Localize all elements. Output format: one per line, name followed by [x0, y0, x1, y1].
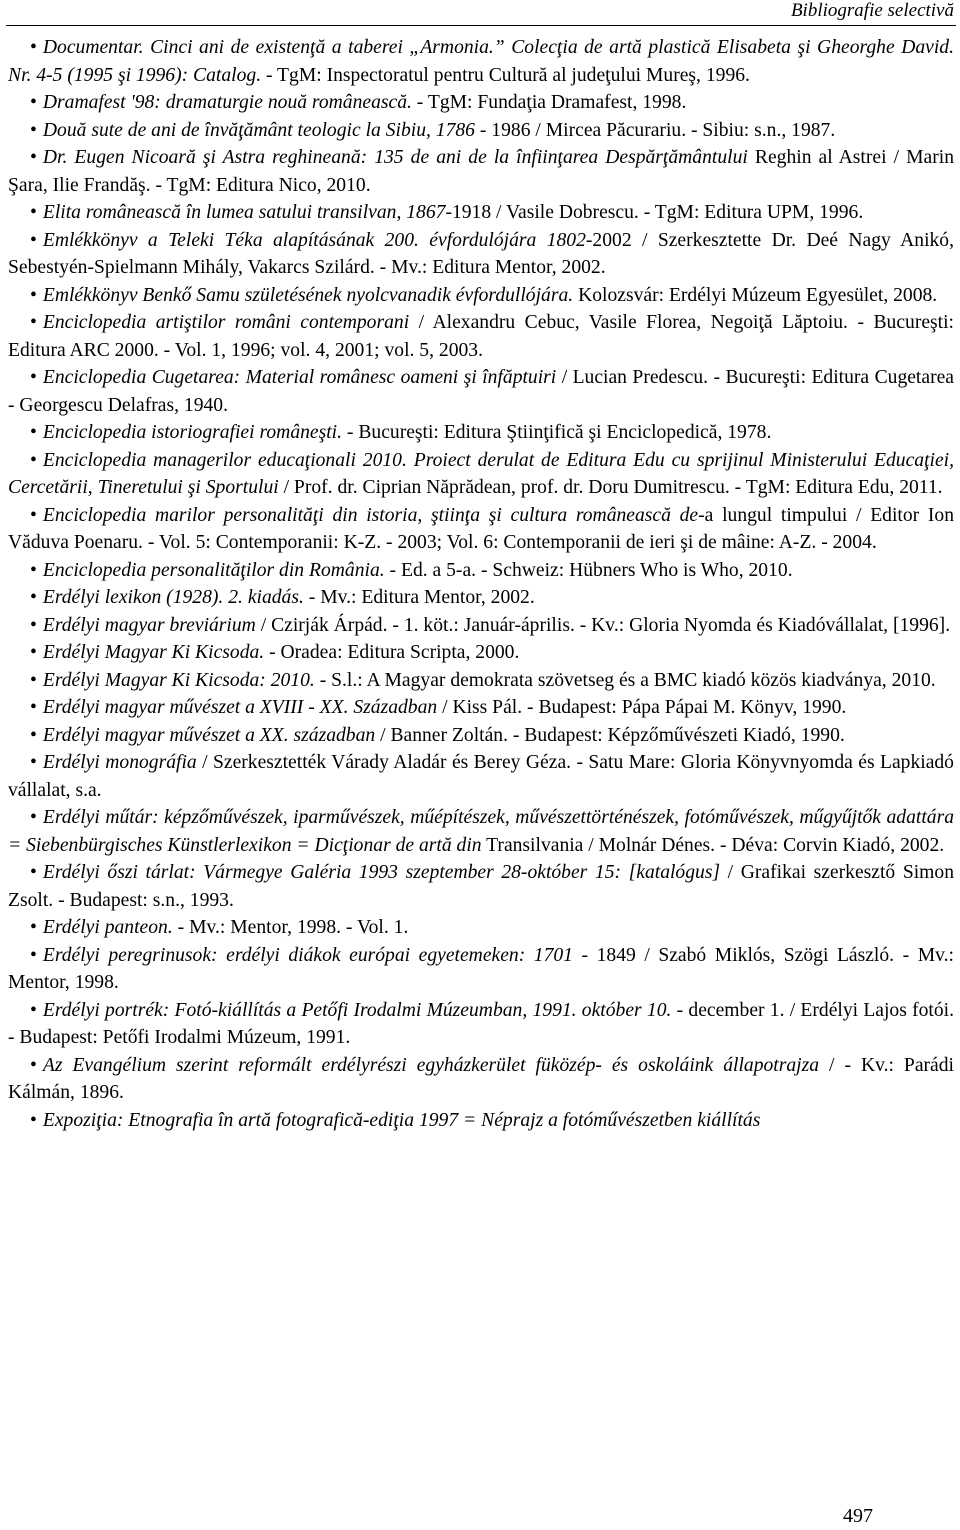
- entry-details: / Grafikai szerkesztő Simon Zsolt. - Budapest: s.n., 1993.: [8, 862, 954, 911]
- entry-details: -2002 / Szerkesztette Dr. Deé Nagy Anikó, Sebestyén-Spielmann Mihály, Vakarcs Szilárd. - Mv.: Editura Mentor, 2002.: [8, 229, 954, 278]
- entry-details: - 1849 / Szabó Miklós, Szögi László. - Mv.: Mentor, 1998.: [8, 944, 954, 993]
- bullet-icon: •: [30, 697, 37, 718]
- bibliography-entry: [8, 694, 954, 722]
- entry-details: - TgM: Inspectoratul pentru Cultură al judeţului Mureş, 1996.: [261, 64, 750, 86]
- entry-title: Enciclopedia managerilor educaţionali 2010. Proiect derulat de Editura Edu cu sprijinul Ministerului Educaţiei, Cercetării, Tineretului şi Sportului: [8, 449, 954, 498]
- bullet-icon: •: [30, 614, 37, 636]
- bibliography-entry: [8, 364, 954, 419]
- entry-title: Erdélyi őszi tárlat: Vármegye Galéria 1993 szeptember 28-október 15: [katalógus]: [42, 862, 721, 883]
- bullet-icon: •: [30, 202, 37, 223]
- bullet-icon: •: [30, 312, 37, 333]
- bullet-icon: •: [30, 147, 37, 168]
- entry-details: - TgM: Fundaţia Dramafest, 1998.: [411, 92, 687, 113]
- entry-title: Enciclopedia personalităţilor din România.: [42, 559, 385, 581]
- bibliography-entry: [8, 309, 954, 364]
- entry-title: Erdélyi lexikon (1928). 2. kiadás.: [42, 587, 304, 608]
- bullet-icon: •: [30, 92, 37, 113]
- entry-details: / Banner Zoltán. - Budapest: Képzőművészeti Kiadó, 1990.: [375, 724, 845, 746]
- entry-details: - Oradea: Editura Scripta, 2000.: [264, 642, 520, 663]
- entry-details: / Czirják Árpád. - 1. köt.: Január-április. - Kv.: Gloria Nyomda és Kiadóvállalat, [1996].: [255, 614, 951, 636]
- entry-details: Kolozsvár: Erdélyi Múzeum Egyesület, 2008.: [573, 284, 938, 306]
- entry-title: Erdélyi magyar breviárium: [42, 614, 256, 636]
- bullet-icon: •: [30, 559, 37, 581]
- entry-details: - Mv.: Editura Mentor, 2002.: [303, 587, 535, 608]
- entry-title: Erdélyi műtár: képzőművészek, iparművészek, műépítészek, művészettörténészek, fotóművészek, műgyűjtők adattára = Siebenbürgisches Künstlerlexikon = Dicţionar de artă din: [8, 807, 954, 856]
- entry-details: / Szerkesztették Várady Aladár és Berey Géza. - Satu Mare: Gloria Könyvnyomda és Lapkiadó vállalat, s.a.: [8, 752, 954, 801]
- bullet-icon: •: [30, 119, 37, 141]
- entry-details: - Bucureşti: Editura Ştiinţifică şi Enciclopedică, 1978.: [342, 422, 772, 443]
- bibliography-entry: [8, 584, 954, 612]
- entry-title: Elita românească în lumea satului transilvan, 1867: [42, 202, 446, 223]
- bibliography-entry: [8, 749, 954, 804]
- bibliography-entry: [8, 502, 954, 557]
- bibliography-entry: [8, 282, 954, 310]
- entry-details: - 1986 / Mircea Păcurariu. - Sibiu: s.n., 1987.: [474, 119, 836, 141]
- bullet-icon: •: [30, 642, 37, 663]
- entry-details: / Prof. dr. Ciprian Năprădean, prof. dr. Doru Dumitrescu. - TgM: Editura Edu, 2011.: [278, 477, 943, 498]
- entry-title: Erdélyi magyar művészet a XVIII - XX. Században: [42, 697, 438, 718]
- entry-title: Emlékkönyv Benkő Samu születésének nyolcvanadik évfordullójára.: [42, 284, 574, 306]
- bullet-icon: •: [30, 917, 37, 938]
- bibliography-entry: [8, 117, 954, 145]
- entry-title: Emlékkönyv a Teleki Téka alapításának 200. évfordulójára 1802: [42, 229, 586, 251]
- bullet-icon: •: [30, 284, 37, 306]
- entry-title: Erdélyi panteon.: [42, 917, 173, 938]
- entry-title: Documentar. Cinci ani de existenţă a taberei „Armonia.” Colecţia de artă plastică Elisabeta şi Gheorghe David. Nr. 4-5 (1995 şi 1996): Catalog.: [8, 37, 954, 86]
- entry-title: Az Evangélium szerint reformált erdélyrészi egyházkerület füközép- és oskoláink állapotrajza: [42, 1054, 820, 1076]
- entry-title: Enciclopedia Cugetarea: Material românesc oameni şi înfăptuiri: [42, 367, 557, 388]
- entry-details: / Lucian Predescu. - Bucureşti: Editura Cugetarea - Georgescu Delafras, 1940.: [8, 367, 954, 416]
- bullet-icon: •: [30, 449, 37, 471]
- entry-title: Erdélyi portrék: Fotó-kiállítás a Petőfi Irodalmi Múzeumban, 1991. október 10.: [42, 999, 672, 1021]
- bibliography-entry: [8, 447, 954, 502]
- bullet-icon: •: [30, 807, 37, 828]
- bibliography-entry: [8, 612, 954, 640]
- bibliography-entry: [8, 1052, 954, 1107]
- entry-details: / Alexandru Cebuc, Vasile Florea, Negoiţă Lăptoiu. - Bucureşti: Editura ARC 2000. - Vol. 1, 1996; vol. 4, 2001; vol. 5, 2003.: [8, 312, 954, 361]
- bibliography-entry: [8, 667, 954, 695]
- bullet-icon: •: [30, 367, 37, 388]
- bullet-icon: •: [30, 422, 37, 443]
- bibliography-entry: [8, 997, 954, 1052]
- entry-details: - S.l.: A Magyar demokrata szövetseg és a BMC kiadó közös kiadványa, 2010.: [314, 669, 936, 691]
- header-rule: [6, 25, 956, 26]
- bullet-icon: •: [30, 999, 37, 1021]
- bullet-icon: •: [30, 724, 37, 746]
- bibliography-entry: [8, 859, 954, 914]
- bibliography-entry: [8, 419, 954, 447]
- entry-details: -1918 / Vasile Dobrescu. - TgM: Editura UPM, 1996.: [445, 202, 864, 223]
- entry-title: Enciclopedia artiştilor români contemporani: [42, 312, 410, 333]
- entry-title: Două sute de ani de învăţământ teologic la Sibiu, 1786: [42, 119, 475, 141]
- entry-title: Erdélyi Magyar Ki Kicsoda.: [42, 642, 265, 663]
- entry-details: / Kiss Pál. - Budapest: Pápa Pápai M. Könyv, 1990.: [437, 697, 847, 718]
- bullet-icon: •: [30, 37, 37, 58]
- bullet-icon: •: [30, 752, 37, 773]
- entry-title: Erdélyi magyar művészet a XX. században: [42, 724, 376, 746]
- page-number: 497: [843, 1505, 873, 1527]
- entry-title: Erdélyi monográfia: [42, 752, 197, 773]
- entry-details: / - Kv.: Parádi Kálmán, 1896.: [8, 1054, 954, 1103]
- entry-title: Erdélyi peregrinusok: erdélyi diákok európai egyetemeken: 1701: [42, 944, 573, 966]
- bibliography-entry: [8, 557, 954, 585]
- bibliography-entry: [8, 144, 954, 199]
- entry-details: Transilvania / Molnár Dénes. - Déva: Corvin Kiadó, 2002.: [481, 834, 945, 856]
- bullet-icon: •: [30, 504, 37, 526]
- bibliography-entry: [8, 199, 954, 227]
- entry-title: Dramafest '98: dramaturgie nouă românească.: [42, 92, 412, 113]
- entry-title: Erdélyi Magyar Ki Kicsoda: 2010.: [42, 669, 315, 691]
- bullet-icon: •: [30, 1109, 37, 1131]
- bullet-icon: •: [30, 587, 37, 608]
- entry-details: - Mv.: Mentor, 1998. - Vol. 1.: [172, 917, 409, 938]
- bibliography-entry: [8, 1107, 954, 1135]
- bullet-icon: •: [30, 229, 37, 251]
- bullet-icon: •: [30, 1054, 37, 1076]
- entry-title: Enciclopedia marilor personalităţi din istoria, ştiinţa şi cultura românească de: [42, 504, 699, 526]
- bibliography-entry: [8, 914, 954, 942]
- running-header: Bibliografie selectivă: [790, 0, 954, 21]
- bibliography-entry: [8, 942, 954, 997]
- bibliography-entry: [8, 639, 954, 667]
- bibliography-entry: [8, 34, 954, 89]
- entry-title: Dr. Eugen Nicoară şi Astra reghineană: 135 de ani de la înfiinţarea Despărţământului: [42, 147, 748, 168]
- bullet-icon: •: [30, 862, 37, 883]
- bibliography-entry: [8, 804, 954, 859]
- bibliography-entry: [8, 89, 954, 117]
- entry-details: -a lungul timpului / Editor Ion Văduva Poenaru. - Vol. 5: Contemporanii: K-Z. - 2003; Vol. 6: Contemporanii de ieri şi de mâine: A-Z. - 2004.: [8, 504, 955, 553]
- bibliography-list: [8, 34, 954, 1134]
- bullet-icon: •: [30, 669, 37, 691]
- entry-details: - december 1. / Erdélyi Lajos fotói. - Budapest: Petőfi Irodalmi Múzeum, 1991.: [8, 999, 954, 1048]
- entry-title: Enciclopedia istoriografiei româneşti.: [42, 422, 343, 443]
- bullet-icon: •: [30, 944, 37, 966]
- entry-title: Expoziţia: Etnografia în artă fotografică-ediţia 1997 = Néprajz a fotóművészetben kiállítás: [42, 1109, 761, 1131]
- bibliography-entry: [8, 227, 954, 282]
- entry-details: - Ed. a 5-a. - Schweiz: Hübners Who is Who, 2010.: [384, 559, 793, 581]
- entry-details: Reghin al Astrei / Marin Şara, Ilie Frandăş. - TgM: Editura Nico, 2010.: [8, 147, 954, 196]
- bibliography-entry: [8, 722, 954, 750]
